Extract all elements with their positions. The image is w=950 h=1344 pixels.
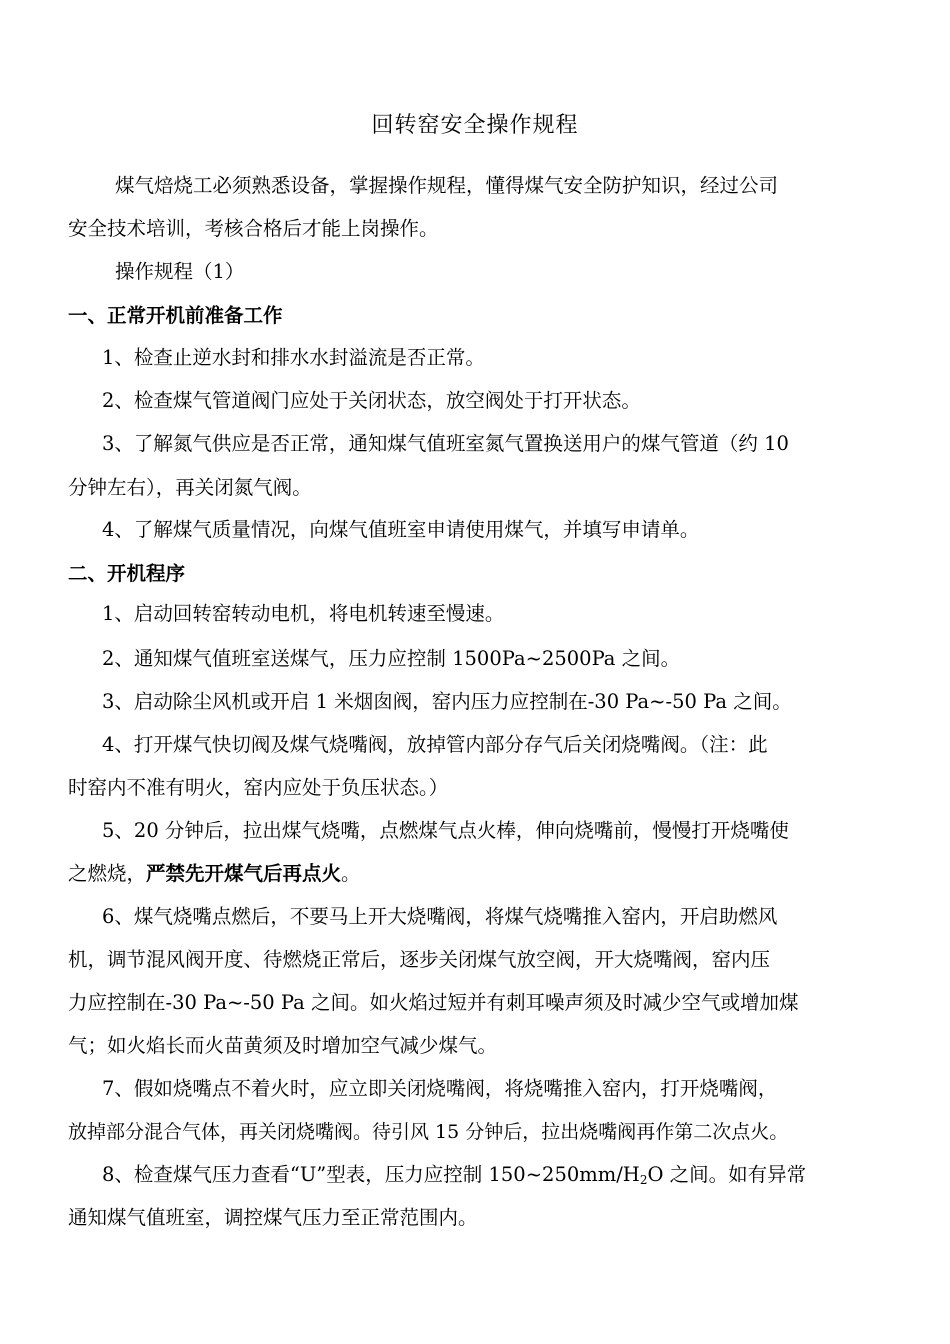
section-2-item-5-cont <box>68 860 361 888</box>
item-8-subscript: 2 <box>639 1173 648 1187</box>
section-2-item-4-cont: 时窑内不准有明火，窑内应处于负压状态。） <box>68 776 449 799</box>
section-2-heading: 二、开机程序 <box>68 562 186 585</box>
sub-title: 操作规程（1） <box>115 260 245 283</box>
section-2-item-7-cont: 放掉部分混合气体，再关闭烧嘴阀。待引风 15 分钟后，拉出烧嘴阀再作第二次点火。 <box>68 1121 789 1143</box>
section-1-item-3: 3、了解氮气供应是否正常，通知煤气值班室氮气置换送用户的煤气管道（约 10 <box>102 432 789 455</box>
item-5-text: 之燃烧， <box>68 862 147 885</box>
section-2-item-8-cont: 通知煤气值班室，调控煤气压力至正常范围内。 <box>68 1206 478 1229</box>
intro-line-1: 煤气焙烧工必须熟悉设备，掌握操作规程，懂得煤气安全防护知识，经过公司 <box>115 174 779 197</box>
section-2-item-4: 4、打开煤气快切阀及煤气烧嘴阀，放掉管内部分存气后关闭烧嘴阀。（注：此 <box>102 733 768 756</box>
document-title: 回转窑安全操作规程 <box>371 113 579 138</box>
section-1-item-3-cont: 分钟左右），再关闭氮气阀。 <box>68 476 312 499</box>
item-5-warning: 严禁先开煤气后再点火 <box>146 862 342 885</box>
section-2-item-5: 5、20 分钟后，拉出煤气烧嘴，点燃煤气点火棒，伸向烧嘴前，慢慢打开烧嘴使 <box>102 819 789 842</box>
item-5-period: 。 <box>341 862 361 885</box>
section-2-item-6: 6、煤气烧嘴点燃后，不要马上开大烧嘴阀，将煤气烧嘴推入窑内，开启助燃风 <box>102 905 778 928</box>
section-1-item-4: 4、了解煤气质量情况，向煤气值班室申请使用煤气，并填写申请单。 <box>102 518 700 541</box>
section-2-item-8 <box>102 1161 806 1194</box>
section-2-item-7: 7、假如烧嘴点不着火时，应立即关闭烧嘴阀，将烧嘴推入窑内，打开烧嘴阀， <box>102 1077 778 1100</box>
item-8-text: 8、检查煤气压力查看“U”型表，压力应控制 150~250mm/H <box>102 1163 640 1186</box>
section-2-item-2: 2、通知煤气值班室送煤气，压力应控制 1500Pa~2500Pa 之间。 <box>102 647 681 670</box>
section-2-item-6-cont-1: 机，调节混风阀开度、待燃烧正常后，逐步关闭煤气放空阀，开大烧嘴阀，窑内压 <box>68 948 771 971</box>
section-1-item-2: 2、检查煤气管道阀门应处于关闭状态，放空阀处于打开状态。 <box>102 389 641 412</box>
section-2-item-6-cont-2: 力应控制在-30 Pa~-50 Pa 之间。如火焰过短并有刺耳噪声须及时减少空气或增加煤 <box>68 991 799 1014</box>
intro-line-2: 安全技术培训，考核合格后才能上岗操作。 <box>68 217 439 240</box>
item-8-text-end: O 之间。如有异常 <box>647 1163 807 1186</box>
section-2-item-3: 3、启动除尘风机或开启 1 米烟囱阀，窑内压力应控制在-30 Pa~-50 Pa 之间。 <box>102 690 792 713</box>
section-1-item-1: 1、检查止逆水封和排水水封溢流是否正常。 <box>102 346 485 369</box>
section-1-heading: 一、正常开机前准备工作 <box>68 304 283 327</box>
section-2-item-1: 1、启动回转窑转动电机，将电机转速至慢速。 <box>102 602 505 625</box>
section-2-item-6-cont-3: 气；如火焰长而火苗黄须及时增加空气减少煤气。 <box>68 1034 498 1057</box>
